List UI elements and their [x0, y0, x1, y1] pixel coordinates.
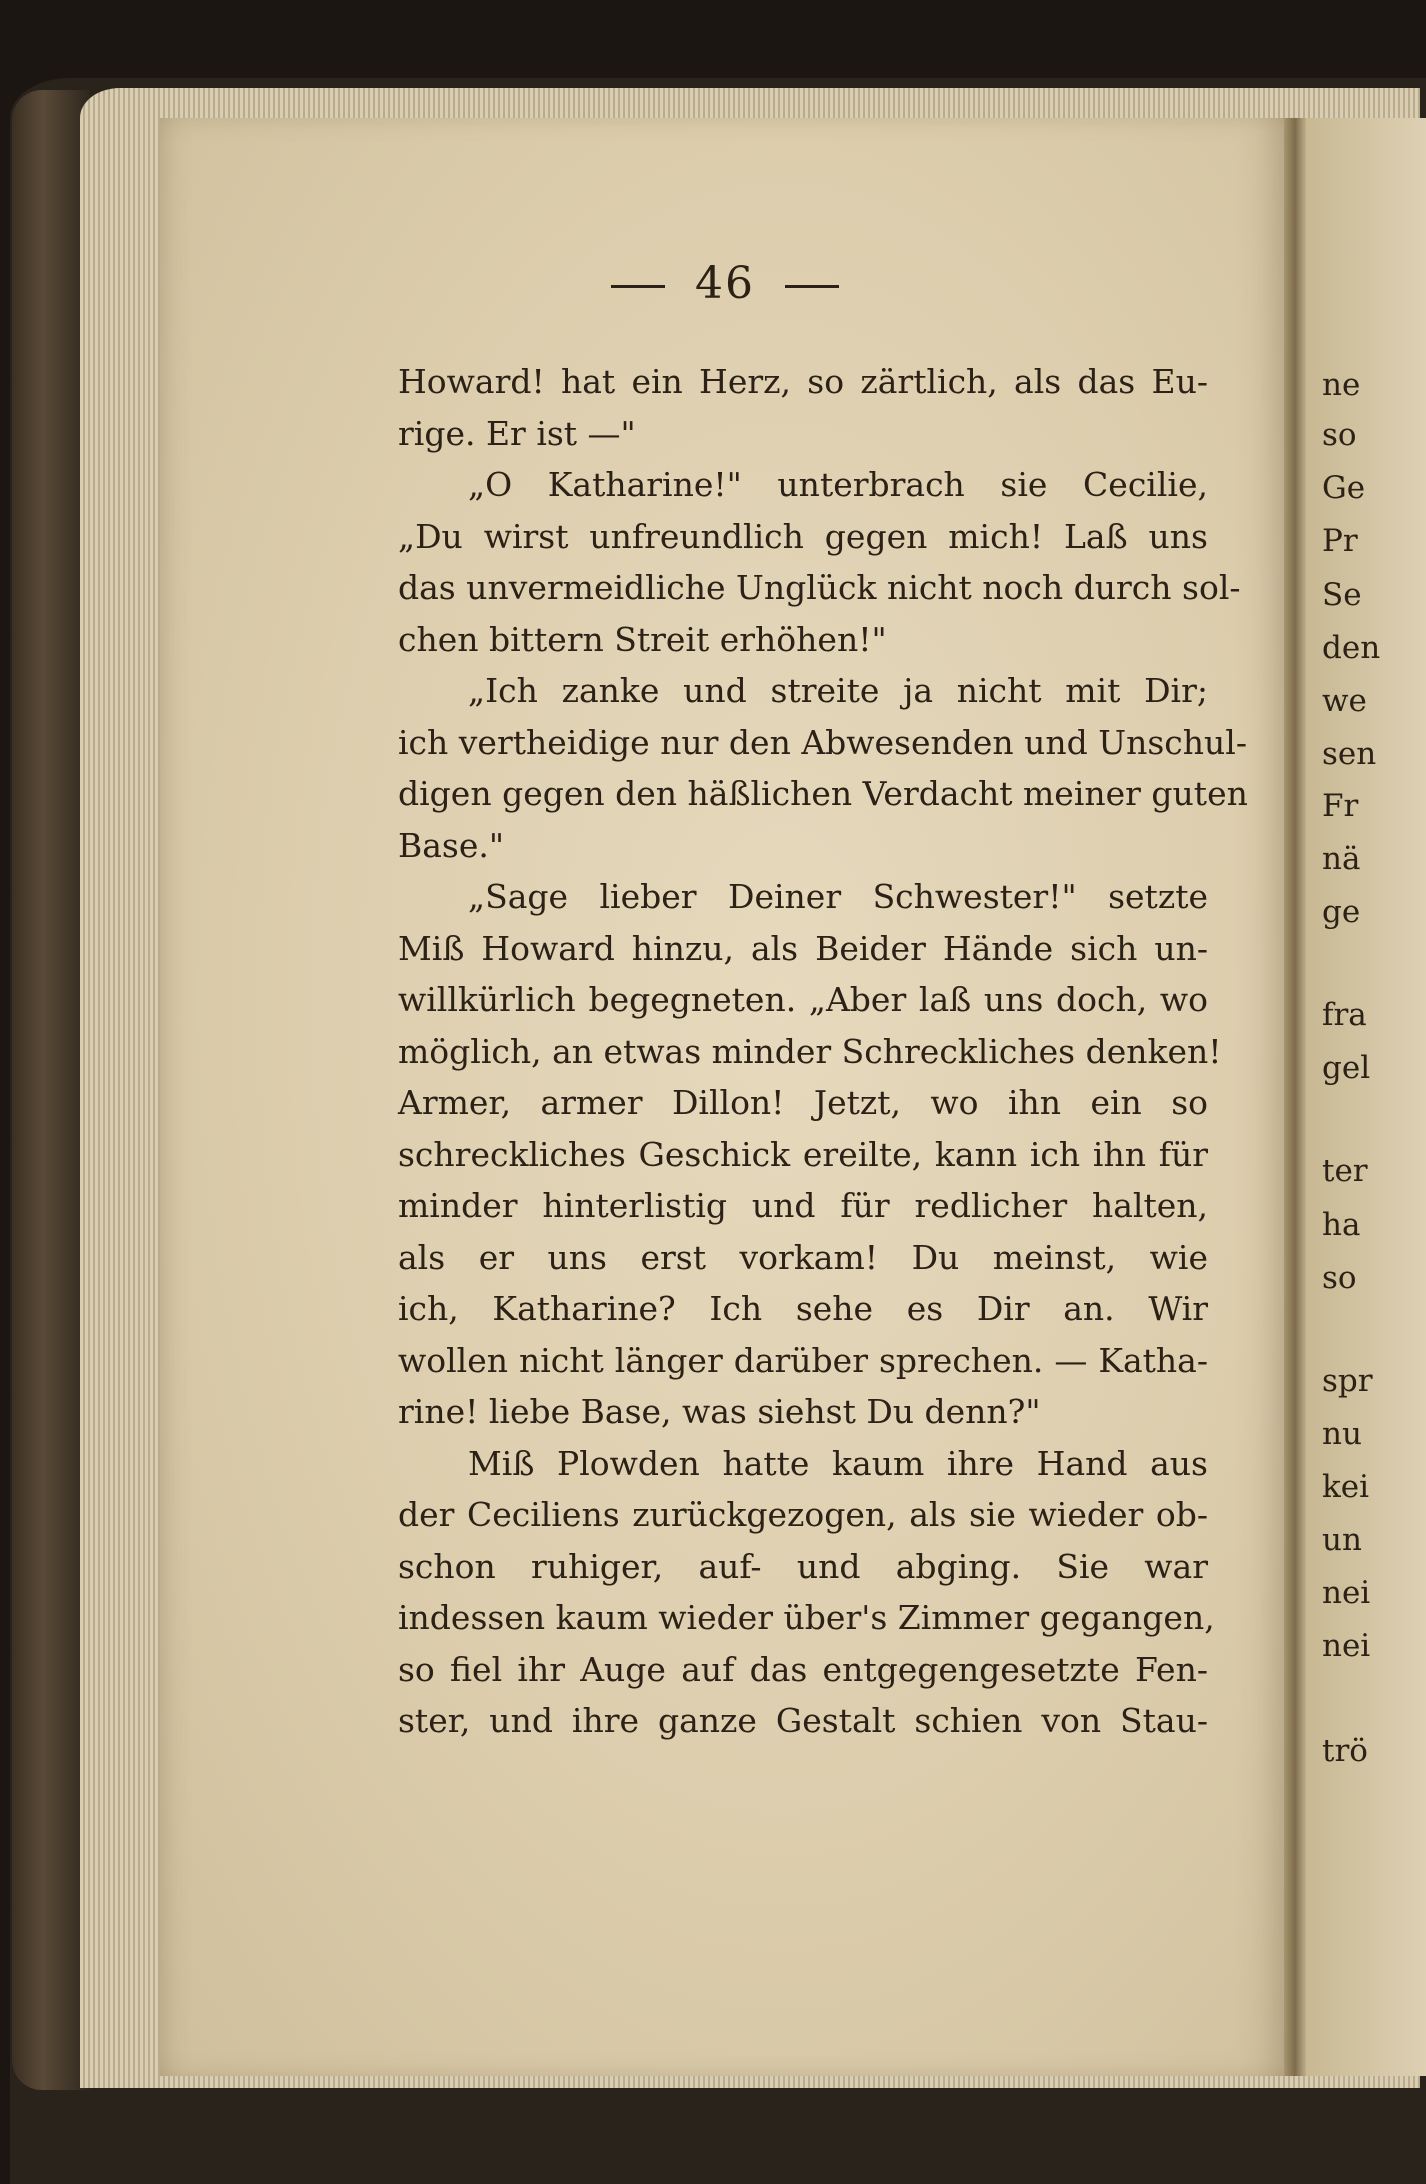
text-line: rine! liebe Base, was siehst Du denn?"	[398, 1392, 1041, 1431]
right-page-edge	[1306, 118, 1426, 2076]
next-page-fragment: ge	[1322, 894, 1361, 930]
text-line: so fiel ihr Auge auf das entgegengesetzte Fen-	[398, 1649, 1208, 1689]
next-page-fragment: we	[1322, 683, 1367, 719]
next-page-fragment: Pr	[1322, 523, 1358, 559]
page-number: 46	[695, 258, 755, 309]
next-page-fragment: Ge	[1322, 470, 1366, 506]
next-page-fragment: spr	[1322, 1363, 1373, 1399]
text-line: „O Katharine!" unterbrach sie Cecilie,	[468, 465, 1208, 504]
text-line: Miß Howard hinzu, als Beider Hände sich un-	[398, 928, 1208, 968]
text-line: rige. Er ist —"	[398, 413, 636, 453]
text-line: willkürlich begegneten. „Aber laß uns doch, wo	[398, 980, 1208, 1019]
next-page-fragment: den	[1322, 630, 1381, 666]
text-line: Miß Plowden hatte kaum ihre Hand aus	[468, 1443, 1208, 1483]
text-line: „Ich zanke und streite ja nicht mit Dir;	[468, 671, 1208, 710]
text-line: das unvermeidliche Unglück nicht noch durch sol-	[398, 568, 1241, 607]
text-line: digen gegen den häßlichen Verdacht meiner guten	[398, 774, 1248, 813]
page-header	[160, 258, 1290, 309]
next-page-fragment: so	[1322, 417, 1357, 453]
next-page-fragment: nä	[1322, 841, 1361, 877]
text-line: ster, und ihre ganze Gestalt schien von Stau-	[398, 1701, 1208, 1740]
next-page-fragment: kei	[1322, 1469, 1370, 1505]
next-page-fragment: trö	[1322, 1733, 1368, 1769]
next-page-fragment: fra	[1322, 997, 1367, 1033]
next-page-fragment: ne	[1322, 367, 1361, 403]
text-line: minder hinterlistig und für redlicher halten,	[398, 1186, 1208, 1225]
text-line: ich, Katharine? Ich sehe es Dir an. Wir	[398, 1289, 1208, 1328]
text-line: Armer, armer Dillon! Jetzt, wo ihn ein so	[398, 1083, 1208, 1122]
next-page-fragment: ha	[1322, 1207, 1361, 1243]
header-dash-right	[785, 285, 839, 288]
next-page-fragment: un	[1322, 1522, 1362, 1558]
text-line: möglich, an etwas minder Schreckliches denken!	[398, 1031, 1222, 1071]
next-page-fragment: Fr	[1322, 788, 1359, 824]
text-line: indessen kaum wieder über's Zimmer gegangen,	[398, 1598, 1215, 1637]
text-line: Howard! hat ein Herz, so zärtlich, als das Eu-	[398, 362, 1208, 401]
text-line: schreckliches Geschick ereilte, kann ich ihn für	[398, 1134, 1208, 1174]
text-line: als er uns erst vorkam! Du meinst, wie	[398, 1237, 1208, 1277]
text-line: wollen nicht länger darüber sprechen. — Katha-	[398, 1340, 1208, 1380]
text-line: Base."	[398, 825, 505, 865]
text-line: chen bittern Streit erhöhen!"	[398, 619, 887, 659]
book-gutter	[1284, 118, 1306, 2076]
header-dash-left	[611, 285, 665, 288]
next-page-fragment: nei	[1322, 1575, 1371, 1611]
next-page-fragment: nei	[1322, 1628, 1371, 1664]
text-line: „Sage lieber Deiner Schwester!" setzte	[468, 877, 1208, 916]
next-page-fragment: sen	[1322, 736, 1377, 772]
next-page-fragment: nu	[1322, 1416, 1362, 1452]
text-line: schon ruhiger, auf- und abging. Sie war	[398, 1546, 1208, 1586]
text-line: ich vertheidige nur den Abwesenden und Unschul-	[398, 722, 1247, 762]
next-page-fragment: Se	[1322, 577, 1362, 613]
body-text	[398, 356, 1248, 1747]
text-line: „Du wirst unfreundlich gegen mich! Laß uns	[398, 516, 1208, 556]
next-page-fragment: so	[1322, 1260, 1357, 1296]
text-line: der Ceciliens zurückgezogen, als sie wieder ob-	[398, 1495, 1208, 1534]
next-page-fragment: gel	[1322, 1050, 1371, 1086]
book-spine-edge	[12, 90, 90, 2090]
next-page-fragment: ter	[1322, 1153, 1368, 1189]
